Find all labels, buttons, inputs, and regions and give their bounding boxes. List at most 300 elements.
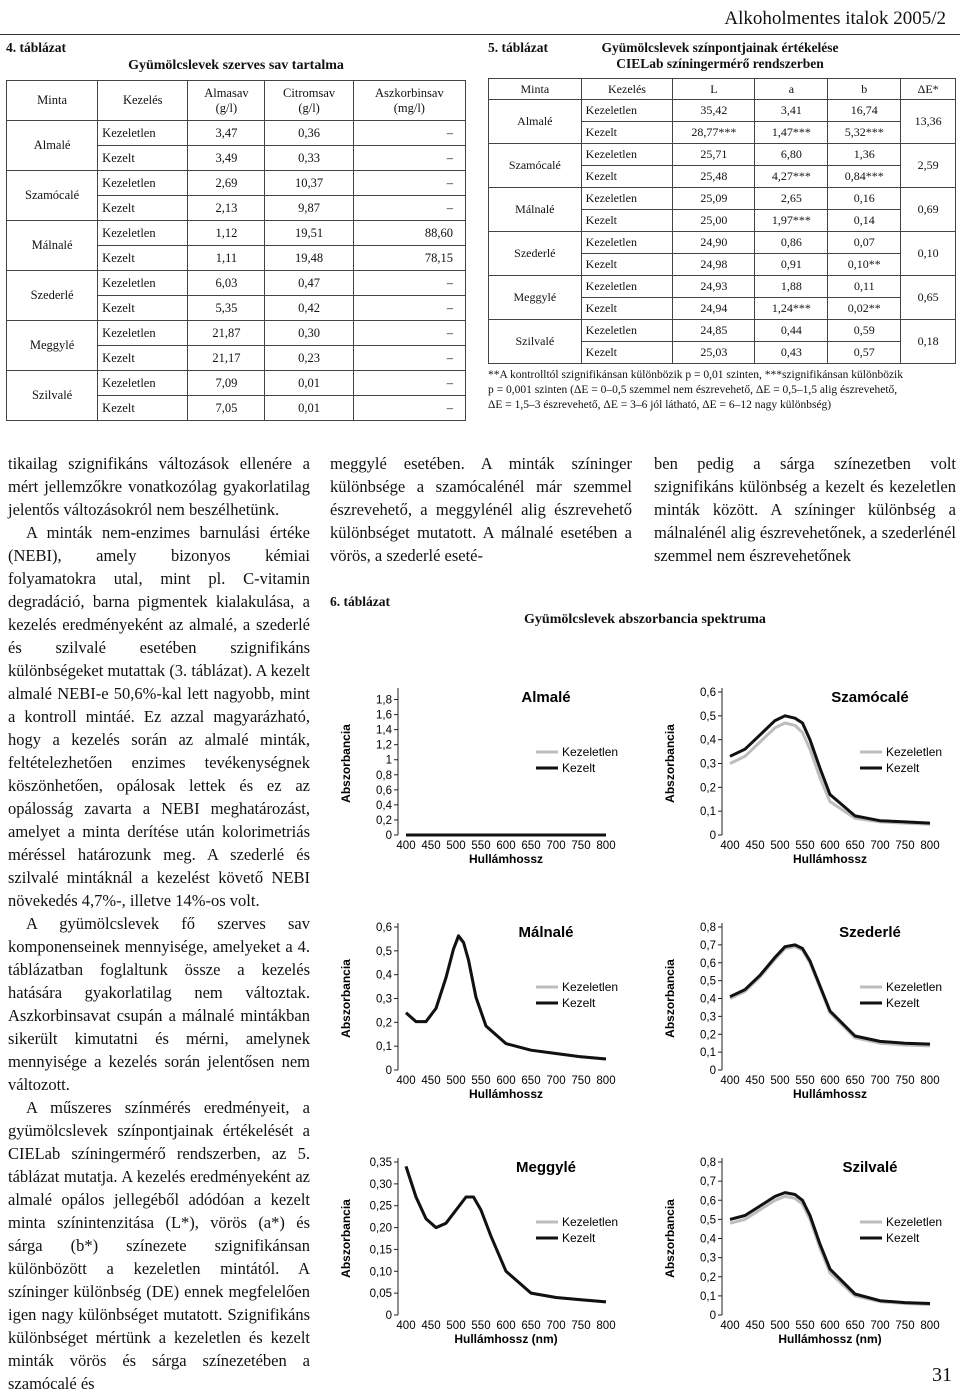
- table5-delta-e: 0,69: [901, 188, 956, 232]
- table5-value: 1,47***: [755, 122, 828, 144]
- y-tick-label: 0,5: [376, 945, 392, 958]
- y-axis-label: Abszorbancia: [339, 724, 353, 803]
- table-row: [489, 100, 956, 122]
- legend-label-treated: Kezelt: [562, 996, 596, 1010]
- table-row: [489, 320, 956, 342]
- x-tick-label: 800: [596, 1075, 616, 1087]
- paragraph: meggylé esetében. A minták színinger különbsége a szamócalénél már szemmel észrevehető, a meggylénél alig észrevehető különbséget mutatott. A málnalé esetében a vörös, a szederlé eseté-: [330, 454, 632, 565]
- table5-treatment: Kezeletlen: [581, 144, 673, 166]
- absorbance-chart: [660, 650, 960, 875]
- table4-value: –: [353, 321, 465, 346]
- table4-treatment: Kezelt: [98, 346, 188, 371]
- y-tick-label: 0: [385, 1065, 392, 1077]
- legend-label-untreated: Kezeletlen: [886, 745, 943, 759]
- x-tick-label: 550: [471, 1320, 491, 1332]
- table5-value: 0,10**: [828, 254, 901, 276]
- table-row: [7, 121, 466, 146]
- table4-value: –: [353, 271, 465, 296]
- x-tick-label: 750: [895, 1075, 915, 1087]
- table5-caption: [488, 40, 956, 72]
- y-tick-label: 0: [709, 1065, 716, 1077]
- y-tick-label: 0: [385, 1310, 392, 1322]
- table5-value: 0,86: [755, 232, 828, 254]
- table4-value: 0,36: [265, 121, 353, 146]
- table4-treatment: Kezeletlen: [98, 371, 188, 396]
- x-tick-label: 800: [920, 1075, 940, 1087]
- table5-value: 24,93: [673, 276, 755, 298]
- y-tick-label: 1: [385, 754, 392, 767]
- x-tick-label: 750: [571, 1075, 591, 1087]
- table5-value: 1,24***: [755, 298, 828, 320]
- absorbance-chart: [660, 885, 960, 1110]
- table4-value: 0,33: [265, 146, 353, 171]
- table5-value: 0,02**: [828, 298, 901, 320]
- y-tick-label: 0,1: [700, 1047, 716, 1060]
- y-tick-label: 1,4: [376, 724, 392, 737]
- legend-label-treated: Kezelt: [886, 1231, 920, 1245]
- table4-sample: Szederlé: [7, 271, 98, 321]
- x-axis-label: Hullámhossz (nm): [778, 1332, 882, 1346]
- table5-title-1: Gyümölcslevek színpontjainak értékelése: [601, 40, 839, 55]
- table5-header-de: ΔE*: [901, 79, 956, 100]
- table4-value: 78,15: [353, 246, 465, 271]
- table4-value: 7,05: [188, 396, 265, 421]
- y-tick-label: 0,1: [700, 1290, 716, 1303]
- x-tick-label: 600: [496, 840, 516, 852]
- x-tick-label: 650: [521, 1320, 541, 1332]
- y-tick-label: 0,4: [700, 734, 716, 747]
- x-tick-label: 800: [596, 840, 616, 852]
- table4-value: 21,17: [188, 346, 265, 371]
- table4-treatment: Kezeletlen: [98, 221, 188, 246]
- x-tick-label: 450: [421, 840, 441, 852]
- legend-label-untreated: Kezeletlen: [562, 745, 619, 759]
- body-column-2: [330, 452, 632, 567]
- table4-value: 6,03: [188, 271, 265, 296]
- table5-treatment: Kezeletlen: [581, 188, 673, 210]
- table5-value: 3,41: [755, 100, 828, 122]
- table5-value: 24,85: [673, 320, 755, 342]
- x-tick-label: 500: [446, 840, 466, 852]
- paragraph: A műszeres színmérés eredményeit, a gyümölcslevek színpontjainak értékelését a CIELab színingermérő rendszerben, az 5. táblázat mutatja. A kezelés eredményeként az almalé opálos jellegéből adódóan a kezelt minta színintenzitása (L*), vörös (a*) és sárga (b*) színezete szignifikánsan különbözött a kezeletlen mintától. A színinger különbség (DE) ennek megfelelően igen nagy különbséget mutatott. Szignifikáns különbséget mértünk a kezeletlen és kezelt minták vörös és sárga színezetében a szamócalé és: [8, 1098, 310, 1393]
- series-line-treated: [730, 945, 930, 1044]
- y-tick-label: 0,25: [369, 1200, 392, 1213]
- table5-delta-e: 2,59: [901, 144, 956, 188]
- y-tick-label: 0,5: [700, 710, 716, 723]
- x-tick-label: 550: [795, 1075, 815, 1087]
- table4-value: 2,69: [188, 171, 265, 196]
- table6-title: Gyümölcslevek abszorbancia spektruma: [524, 612, 766, 627]
- table5-delta-e: 0,18: [901, 320, 956, 364]
- table5-delta-e: 13,36: [901, 100, 956, 144]
- x-tick-label: 650: [845, 1075, 865, 1087]
- table4-value: 0,23: [265, 346, 353, 371]
- running-title: Alkoholmentes italok 2005/2: [724, 8, 946, 29]
- x-tick-label: 500: [446, 1075, 466, 1087]
- x-axis-label: Hullámhossz: [468, 852, 544, 866]
- table4-value: 5,35: [188, 296, 265, 321]
- table4-block: [6, 40, 466, 421]
- absorbance-chart: [336, 650, 636, 875]
- x-tick-label: 400: [396, 840, 416, 852]
- table5-label: 5. táblázat: [488, 40, 548, 55]
- table4-treatment: Kezelt: [98, 146, 188, 171]
- table5-title-2: CIELab színingermérő rendszerben: [616, 56, 824, 71]
- table5-value: 25,09: [673, 188, 755, 210]
- y-tick-label: 1,6: [376, 709, 392, 722]
- y-tick-label: 0,6: [376, 922, 392, 934]
- table5-header-L: L: [673, 79, 755, 100]
- table5-value: 0,07: [828, 232, 901, 254]
- y-tick-label: 0,1: [376, 1041, 392, 1054]
- y-tick-label: 0: [385, 830, 392, 842]
- table5-treatment: Kezelt: [581, 342, 673, 364]
- table4-treatment: Kezeletlen: [98, 271, 188, 296]
- y-tick-label: 0,4: [376, 969, 392, 982]
- table-row: [7, 221, 466, 246]
- x-tick-label: 600: [820, 1075, 840, 1087]
- x-tick-label: 550: [471, 840, 491, 852]
- table-row: [489, 276, 956, 298]
- paragraph: A gyümölcslevek fő szerves sav komponenseinek mennyisége, amelyeket a 4. táblázatban foglaltunk össze a kezelés hatására gyakorlatilag nem változtak. Aszkorbinsavat csupán a málnalé mintákban sikerült kimutatni és mérni, amelynek mennyisége a kezelés során jelentősen nem változott.: [8, 914, 310, 1094]
- table4-value: 1,11: [188, 246, 265, 271]
- y-tick-label: 0,35: [369, 1157, 392, 1169]
- x-tick-label: 550: [795, 840, 815, 852]
- x-axis-label: Hullámhossz: [792, 852, 868, 866]
- y-tick-label: 0,4: [700, 993, 716, 1006]
- table5-sample: Szamócalé: [489, 144, 582, 188]
- table5-treatment: Kezelt: [581, 298, 673, 320]
- legend-label-treated: Kezelt: [562, 1231, 596, 1245]
- table5-value: 1,88: [755, 276, 828, 298]
- table4-value: 0,30: [265, 321, 353, 346]
- x-tick-label: 450: [745, 840, 765, 852]
- table4-treatment: Kezelt: [98, 296, 188, 321]
- y-tick-label: 1,2: [376, 739, 392, 752]
- table4-value: 10,37: [265, 171, 353, 196]
- table4-value: 0,47: [265, 271, 353, 296]
- x-tick-label: 800: [920, 1320, 940, 1332]
- x-tick-label: 400: [720, 1320, 740, 1332]
- x-axis-label: Hullámhossz: [792, 1087, 868, 1101]
- table4-sample: Szilvalé: [7, 371, 98, 421]
- table5-treatment: Kezelt: [581, 122, 673, 144]
- table-row: [7, 371, 466, 396]
- legend-label-untreated: Kezeletlen: [886, 1215, 943, 1229]
- table4-value: 3,47: [188, 121, 265, 146]
- x-tick-label: 750: [571, 1320, 591, 1332]
- y-tick-label: 0,15: [369, 1244, 392, 1257]
- table5-value: 0,57: [828, 342, 901, 364]
- table4-header-minta: Minta: [7, 81, 98, 121]
- table5-value: 0,59: [828, 320, 901, 342]
- table5-footnote-1: **A kontrolltól szignifikánsan különbözik p = 0,01 szinten, ***szignifikánsan különbözik: [488, 369, 904, 381]
- y-axis-label: Abszorbancia: [339, 959, 353, 1038]
- table5-value: 0,16: [828, 188, 901, 210]
- table5-value: 25,71: [673, 144, 755, 166]
- x-tick-label: 750: [895, 1320, 915, 1332]
- chart-title: Meggylé: [515, 1159, 577, 1176]
- table4: [6, 80, 466, 421]
- body-column-3: [654, 452, 956, 567]
- y-tick-label: 0,10: [369, 1266, 392, 1279]
- legend-label-untreated: Kezeletlen: [562, 980, 619, 994]
- table5-value: 4,27***: [755, 166, 828, 188]
- table5-sample: Szilvalé: [489, 320, 582, 364]
- paragraph: tikailag szignifikáns változások ellenére a mért jellemzőkre vonatkozólag gyakorlatilag jelentős változásokról nem beszélhetünk.: [8, 454, 310, 519]
- table5-value: 25,03: [673, 342, 755, 364]
- table5-value: 0,11: [828, 276, 901, 298]
- x-tick-label: 450: [745, 1320, 765, 1332]
- table4-treatment: Kezelt: [98, 246, 188, 271]
- table5-value: 25,00: [673, 210, 755, 232]
- table4-value: 1,12: [188, 221, 265, 246]
- x-tick-label: 750: [895, 840, 915, 852]
- y-tick-label: 0,2: [700, 1271, 716, 1284]
- table4-treatment: Kezeletlen: [98, 121, 188, 146]
- paragraph: A minták nem-enzimes barnulási értéke (NEBI), amely bizonyos kémiai folyamatokra utal, mint pl. C-vitamin degradáció, barna pigmentek kialakulása, a kezelés eredményeként az almalé, a szederlé és szilvalé esetében szignifikáns különbségeket mutattak (3. táblázat). A kezelt almalé NEBI-e 50,6%-kal lett nagyobb, mint a kontroll mintáé. Ez azzal magyarázható, hogy a kezelés során az almalé minták, feltételezhetően enzimes tevékenységnek köszönhetően, opálosak lettek és ez az opálosság zavarta a NEBI meghatározást, amelyet a minta derítése után kolorimetriás méréssel határozunk meg. A szederlé és szilvalé mintáknál a kezelést követő NEBI növekedés 4,7%-, illetve 14%-os volt.: [8, 523, 310, 910]
- table5-footnote: [488, 368, 956, 413]
- x-tick-label: 500: [770, 840, 790, 852]
- y-tick-label: 0,1: [700, 806, 716, 819]
- x-tick-label: 400: [720, 1075, 740, 1087]
- y-tick-label: 0,2: [700, 782, 716, 795]
- table4-header-almasav: Almasav (g/l): [188, 81, 265, 121]
- chart-title: Almalé: [521, 689, 571, 706]
- table5-value: 28,77***: [673, 122, 755, 144]
- x-tick-label: 650: [845, 1320, 865, 1332]
- x-tick-label: 700: [546, 1075, 566, 1087]
- x-tick-label: 550: [795, 1320, 815, 1332]
- table4-treatment: Kezelt: [98, 196, 188, 221]
- chart-title: Szamócalé: [831, 689, 909, 706]
- table5-value: 24,90: [673, 232, 755, 254]
- table-row: [489, 188, 956, 210]
- legend-label-untreated: Kezeletlen: [562, 1215, 619, 1229]
- table5-sample: Almalé: [489, 100, 582, 144]
- table4-value: 21,87: [188, 321, 265, 346]
- table5-treatment: Kezeletlen: [581, 100, 673, 122]
- table4-header-aszkorbinsav: Aszkorbinsav (mg/l): [353, 81, 465, 121]
- table4-header-kezeles: Kezelés: [98, 81, 188, 121]
- x-tick-label: 450: [421, 1320, 441, 1332]
- table5-value: 24,94: [673, 298, 755, 320]
- y-tick-label: 0,6: [376, 784, 392, 797]
- table4-treatment: Kezelt: [98, 396, 188, 421]
- table4-value: –: [353, 296, 465, 321]
- y-tick-label: 0,7: [700, 939, 716, 952]
- x-tick-label: 800: [596, 1320, 616, 1332]
- legend-label-treated: Kezelt: [886, 996, 920, 1010]
- chart-title: Szederlé: [839, 924, 901, 941]
- y-axis-label: Abszorbancia: [663, 1199, 677, 1278]
- table5-block: [488, 40, 956, 413]
- table6-label: 6. táblázat: [330, 594, 390, 609]
- table4-title: Gyümölcslevek szerves sav tartalma: [128, 58, 344, 73]
- table4-value: –: [353, 371, 465, 396]
- page-number: 31: [932, 1364, 952, 1386]
- table4-label: 4. táblázat: [6, 40, 66, 55]
- table5-header-kezeles: Kezelés: [581, 79, 673, 100]
- x-tick-label: 600: [820, 1320, 840, 1332]
- y-tick-label: 0,3: [700, 758, 716, 771]
- table5-value: 0,84***: [828, 166, 901, 188]
- x-tick-label: 650: [521, 840, 541, 852]
- x-tick-label: 650: [845, 840, 865, 852]
- table5-treatment: Kezelt: [581, 254, 673, 276]
- x-tick-label: 700: [870, 1075, 890, 1087]
- x-tick-label: 650: [521, 1075, 541, 1087]
- table4-header-citromsav: Citromsav (g/l): [265, 81, 353, 121]
- y-tick-label: 0,6: [700, 687, 716, 699]
- table5-sample: Szederlé: [489, 232, 582, 276]
- table5-value: 25,48: [673, 166, 755, 188]
- x-tick-label: 400: [720, 840, 740, 852]
- table5-treatment: Kezelt: [581, 166, 673, 188]
- y-tick-label: 0,3: [700, 1011, 716, 1024]
- x-tick-label: 600: [820, 840, 840, 852]
- series-line-untreated: [730, 1196, 930, 1304]
- chart-title: Szilvalé: [842, 1159, 898, 1176]
- table5-sample: Meggylé: [489, 276, 582, 320]
- x-tick-label: 450: [745, 1075, 765, 1087]
- x-tick-label: 700: [546, 840, 566, 852]
- absorbance-chart: [336, 1120, 636, 1355]
- table5-value: 0,43: [755, 342, 828, 364]
- table5-value: 0,14: [828, 210, 901, 232]
- y-tick-label: 0,2: [700, 1029, 716, 1042]
- x-tick-label: 400: [396, 1320, 416, 1332]
- table5-treatment: Kezeletlen: [581, 232, 673, 254]
- table4-value: 3,49: [188, 146, 265, 171]
- y-tick-label: 0,8: [700, 1157, 716, 1169]
- x-tick-label: 500: [446, 1320, 466, 1332]
- body-column-1: [8, 452, 310, 1395]
- x-tick-label: 400: [396, 1075, 416, 1087]
- x-tick-label: 600: [496, 1075, 516, 1087]
- y-axis-label: Abszorbancia: [339, 1199, 353, 1278]
- table5-value: 6,80: [755, 144, 828, 166]
- table5-footnote-2: p = 0,001 szinten (ΔE = 0–0,5 szemmel nem észrevehető, ΔE = 0,5–1,5 alig észrevehető,: [488, 384, 898, 396]
- table4-value: 2,13: [188, 196, 265, 221]
- y-tick-label: 0,20: [369, 1222, 392, 1235]
- table5-value: 1,36: [828, 144, 901, 166]
- table4-sample: Almalé: [7, 121, 98, 171]
- legend-label-untreated: Kezeletlen: [886, 980, 943, 994]
- x-tick-label: 500: [770, 1320, 790, 1332]
- y-tick-label: 0,6: [700, 957, 716, 970]
- y-tick-label: 0,5: [700, 975, 716, 988]
- absorbance-chart: [660, 1120, 960, 1355]
- table5-value: 2,65: [755, 188, 828, 210]
- table5-header-a: a: [755, 79, 828, 100]
- y-tick-label: 0: [709, 1310, 716, 1322]
- y-tick-label: 0,8: [700, 922, 716, 934]
- x-tick-label: 450: [421, 1075, 441, 1087]
- table-row: [7, 171, 466, 196]
- table5-value: 16,74: [828, 100, 901, 122]
- header-rule: [0, 34, 960, 35]
- y-axis-label: Abszorbancia: [663, 724, 677, 803]
- table4-value: 7,09: [188, 371, 265, 396]
- table5-delta-e: 0,10: [901, 232, 956, 276]
- y-tick-label: 0,8: [376, 769, 392, 782]
- table5-treatment: Kezeletlen: [581, 276, 673, 298]
- table4-sample: Meggylé: [7, 321, 98, 371]
- table5-value: 5,32***: [828, 122, 901, 144]
- y-tick-label: 0,30: [369, 1178, 392, 1191]
- table4-value: 0,01: [265, 396, 353, 421]
- table4-value: –: [353, 396, 465, 421]
- table5-treatment: Kezelt: [581, 210, 673, 232]
- table4-value: –: [353, 171, 465, 196]
- table4-sample: Málnalé: [7, 221, 98, 271]
- absorbance-chart: [336, 885, 636, 1110]
- table4-treatment: Kezeletlen: [98, 171, 188, 196]
- y-tick-label: 0,5: [700, 1214, 716, 1227]
- table5-treatment: Kezeletlen: [581, 320, 673, 342]
- table5-delta-e: 0,65: [901, 276, 956, 320]
- table5-value: 0,91: [755, 254, 828, 276]
- table4-value: 0,01: [265, 371, 353, 396]
- table4-value: –: [353, 196, 465, 221]
- x-tick-label: 550: [471, 1075, 491, 1087]
- y-tick-label: 0,6: [700, 1195, 716, 1208]
- table4-value: 19,51: [265, 221, 353, 246]
- x-tick-label: 750: [571, 840, 591, 852]
- table5-footnote-3: ΔE = 1,5–3 észrevehető, ΔE = 3–6 jól látható, ΔE = 6–12 nagy különbség): [488, 399, 832, 411]
- legend-label-treated: Kezelt: [562, 761, 596, 775]
- paragraph: ben pedig a sárga színezetben volt szignifikáns különbség a kezelt és kezeletlen minták között. A színinger különbség a málnalénél alig észrevehetőnek, a szederlénél szemmel nem észrevehetőnek: [654, 454, 956, 565]
- chart-title: Málnalé: [518, 924, 574, 941]
- x-tick-label: 800: [920, 840, 940, 852]
- x-tick-label: 700: [870, 840, 890, 852]
- legend-label-treated: Kezelt: [886, 761, 920, 775]
- x-axis-label: Hullámhossz (nm): [454, 1332, 558, 1346]
- table4-value: –: [353, 121, 465, 146]
- table4-value: –: [353, 346, 465, 371]
- table4-treatment: Kezeletlen: [98, 321, 188, 346]
- table-row: [7, 321, 466, 346]
- table5-header-minta: Minta: [489, 79, 582, 100]
- table4-value: 9,87: [265, 196, 353, 221]
- y-axis-label: Abszorbancia: [663, 959, 677, 1038]
- x-tick-label: 500: [770, 1075, 790, 1087]
- y-tick-label: 0,3: [376, 993, 392, 1006]
- table5: [488, 78, 956, 364]
- table-row: [489, 232, 956, 254]
- table5-value: 1,97***: [755, 210, 828, 232]
- y-tick-label: 0,4: [700, 1233, 716, 1246]
- y-tick-label: 1,8: [376, 694, 392, 707]
- x-tick-label: 700: [870, 1320, 890, 1332]
- table5-value: 0,44: [755, 320, 828, 342]
- y-tick-label: 0,2: [376, 814, 392, 827]
- y-tick-label: 0,2: [376, 1017, 392, 1030]
- table-row: [7, 271, 466, 296]
- y-tick-label: 0,4: [376, 799, 392, 812]
- table-row: [489, 144, 956, 166]
- table5-value: 24,98: [673, 254, 755, 276]
- table5-sample: Málnalé: [489, 188, 582, 232]
- table4-value: 88,60: [353, 221, 465, 246]
- table5-header-b: b: [828, 79, 901, 100]
- x-tick-label: 600: [496, 1320, 516, 1332]
- table4-value: 19,48: [265, 246, 353, 271]
- table4-value: 0,42: [265, 296, 353, 321]
- x-tick-label: 700: [546, 1320, 566, 1332]
- x-axis-label: Hullámhossz: [468, 1087, 544, 1101]
